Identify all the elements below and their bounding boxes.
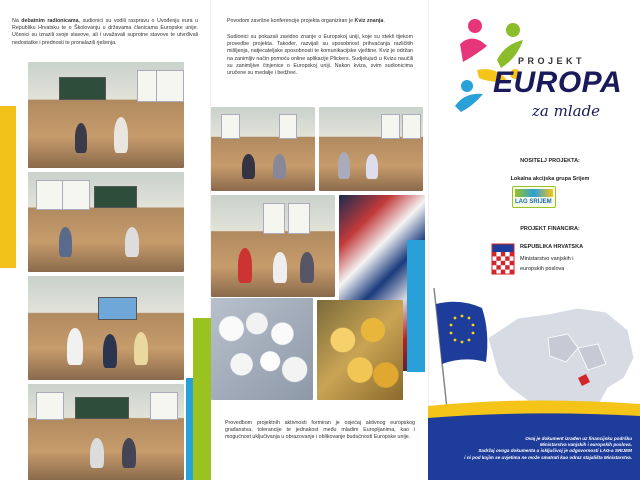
left-panel (0, 0, 210, 480)
quiz-intro: Povodom završne konferencije projekta organiziran je Kviz znanja. (227, 18, 385, 24)
classroom-photo-3 (28, 276, 184, 380)
quiz-description: Sudionici su pokazali zavidno znanje o Europskoj uniji, koje su stekli tijekom provedbe projekta. Također, razvijali su sposobnost prihvaćanja različitih mišljenja, natjecateljske sposobnosti te komunikacijske vještine. Kviz je održan na zanimljiv način pomoću online aplikacije Plickers. Sudjelujući u Kvizu naučili su zanimljive činjenice o Europskoj uniji. Nakon kviza, svim sudionicima uručene su medalje i bedževi. (227, 34, 413, 77)
green-accent-bar (193, 318, 211, 480)
logo-projekt-text: PROJEKT (518, 56, 586, 66)
nositelj-label: NOSITELJ PROJEKTA: (520, 158, 580, 164)
lag-srijem-logo: LAG SRIJEM (512, 186, 556, 208)
ministry-line-1: REPUBLIKA HRVATSKA (520, 244, 584, 250)
yellow-accent-bar (0, 106, 16, 268)
debate-paragraph: Na debatnim radionicama, sudionici su vodili raspravu o Uvođenju eura u Republiku Hrvatsku te o Školovanju u državama članicama Europske unije. Učenici su izrazili svoje stavove, ali i uvažavali suprotne stavove te utvrđivali nedostatke i prednosti te pronalazili rješenja. (12, 18, 198, 46)
ministry-line-2: Ministarstvo vanjskih i (520, 256, 574, 262)
classroom-photo-1 (28, 62, 184, 168)
closing-paragraph: Provedbom projektnih aktivnosti formiran je osjećaj aktivnog europskog građanstva, tolerancije te jednakost među mladim Europljanima, kao i mogućnost uključivanja u obrazovanje i oblikovanje budućnosti Europske unije. (225, 420, 415, 441)
financira-label: PROJEKT FINANCIRA: (520, 226, 580, 232)
logo-europa-text: EUROPA (493, 66, 623, 99)
logo-za-mlade-text: za mlade (532, 102, 601, 120)
nositelj-name: Lokalna akcijska grupa Srijem (510, 176, 590, 182)
blue-accent-bar-mid (407, 240, 425, 372)
ministry-line-3: europskih poslova (520, 266, 565, 272)
badges-photo (211, 298, 313, 400)
classroom-photo-2 (28, 172, 184, 272)
classroom-photo-4 (28, 384, 184, 480)
croatia-coat-of-arms (490, 242, 516, 278)
quiz-photo-2 (319, 107, 423, 191)
quiz-photo-1 (211, 107, 315, 191)
gold-medals-photo (317, 300, 403, 400)
funding-disclaimer: Ovaj je dokument izrađen uz financijsku podršku Ministarstva vanjskih i europskih poslova. Sadržaj ovoga dokumenta u isključivoj je odgovornosti LAG-a SRIJEM i ni pod kojim se uvjetima ne može smatrati kao odraz stajališta Ministarstva. (464, 436, 632, 460)
quiz-photo-3 (211, 195, 335, 297)
middle-panel (210, 0, 428, 480)
